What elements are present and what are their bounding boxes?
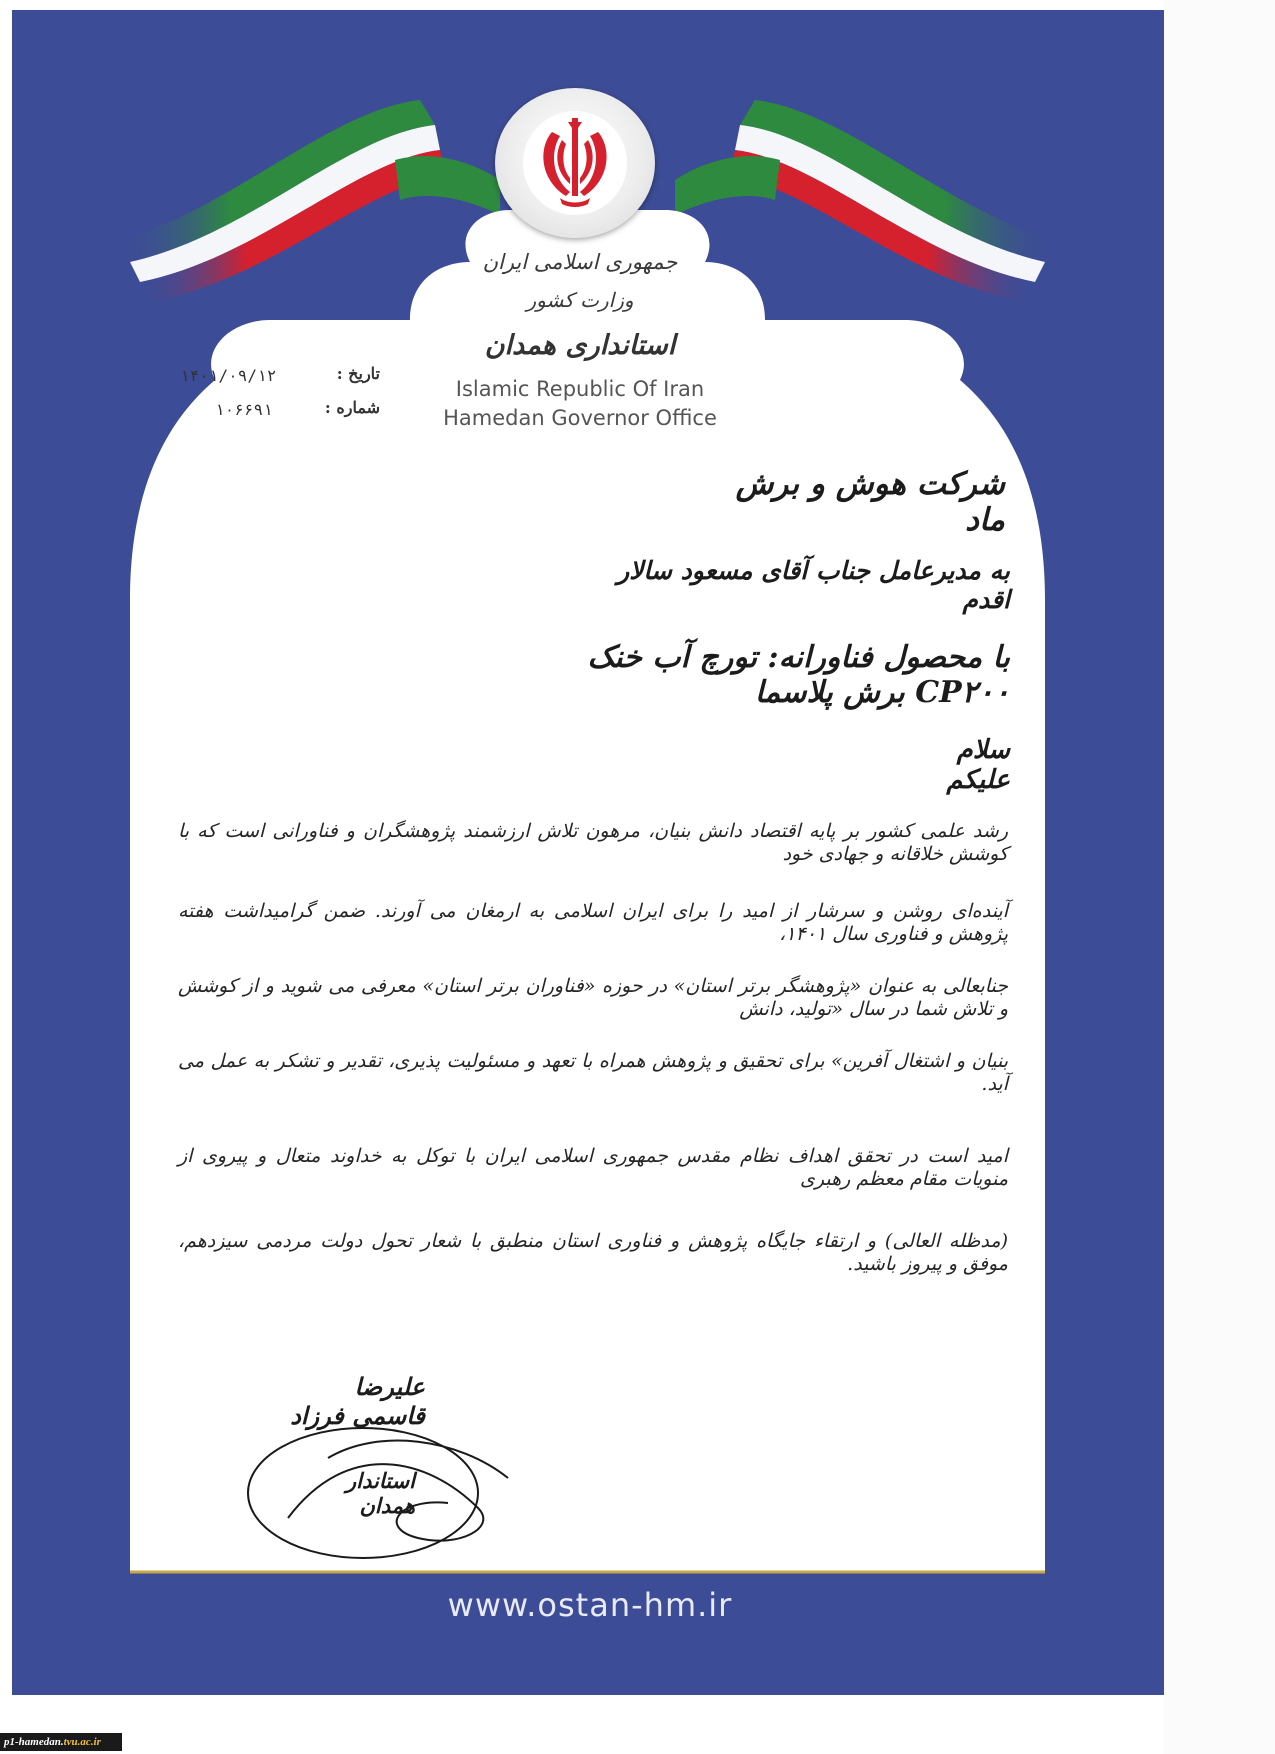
- body-line: آینده‌ای روشن و سرشار از امید را برای ایران اسلامی به ارمغان می آورند. ضمن گرامیداشت هفته پژوهش و فناوری سال ۱۴۰۱،: [178, 900, 1008, 945]
- company-name: شرکت هوش و برش ماد: [735, 466, 1005, 538]
- emblem-of-iran: [495, 88, 655, 238]
- header-line-governorate: استانداری همدان: [484, 330, 676, 361]
- emblem-icon: [520, 108, 630, 218]
- number-value: ۱۰۶۶۹۱: [215, 400, 273, 419]
- number-label: شماره :: [324, 398, 380, 417]
- header-line-republic: جمهوری اسلامی ایران: [482, 250, 678, 274]
- header-line-ministry: وزارت کشور: [526, 288, 634, 312]
- body-line: بنیان و اشتغال آفرین» برای تحقیق و پژوهش همراه با تعهد و مسئولیت پذیری، تقدیر و تشکر به عمل می آید.: [178, 1050, 1008, 1095]
- badge-prefix: p1-hamedan.: [4, 1736, 64, 1748]
- source-badge: [0, 1733, 122, 1751]
- body-line: امید است در تحقق اهداف نظام مقدس جمهوری اسلامی ایران با توکل به خداوند متعال و پیروی از منویات مقام معظم رهبری: [178, 1145, 1008, 1190]
- header-english-line2: Hamedan Governor Office: [443, 406, 717, 430]
- badge-domain: tvu.ac.ir: [63, 1736, 101, 1748]
- date-label: تاریخ :: [336, 364, 380, 383]
- header-english-line1: Islamic Republic Of Iran: [455, 377, 705, 401]
- recipient-line: به مدیرعامل جناب آقای مسعود سالار اقدم: [617, 556, 1010, 614]
- body-line: رشد علمی کشور بر پایه اقتصاد دانش بنیان، مرهون تلاش ارزشمند پژوهشگران و فناورانی است که با کوشش خلاقانه و جهادی خود: [178, 820, 1008, 865]
- website-url: www.ostan-hm.ir: [447, 1586, 733, 1624]
- body-line: (مدظله العالی) و ارتقاء جایگاه پژوهش و فناوری استان منطبق با شعار تحول دولت مردمی سیزدهم، موفق و پیروز باشید.: [178, 1230, 1008, 1275]
- product-line: با محصول فناورانه: تورچ آب خنک CP۲۰۰ برش پلاسما: [587, 640, 1010, 710]
- signer-title: استاندار همدان: [345, 1468, 415, 1518]
- signer-name: علیرضا قاسمی فرزاد: [290, 1372, 425, 1430]
- body-line: جنابعالی به عنوان «پژوهشگر برتر استان» در حوزه «فناوران برتر استان» معرفی می شوید و از کوشش و تلاش شما در سال «تولید، دانش: [178, 975, 1008, 1020]
- greeting: سلام علیکم: [946, 735, 1010, 795]
- date-value: ۱۴۰۱/۰۹/۱۲: [180, 366, 277, 385]
